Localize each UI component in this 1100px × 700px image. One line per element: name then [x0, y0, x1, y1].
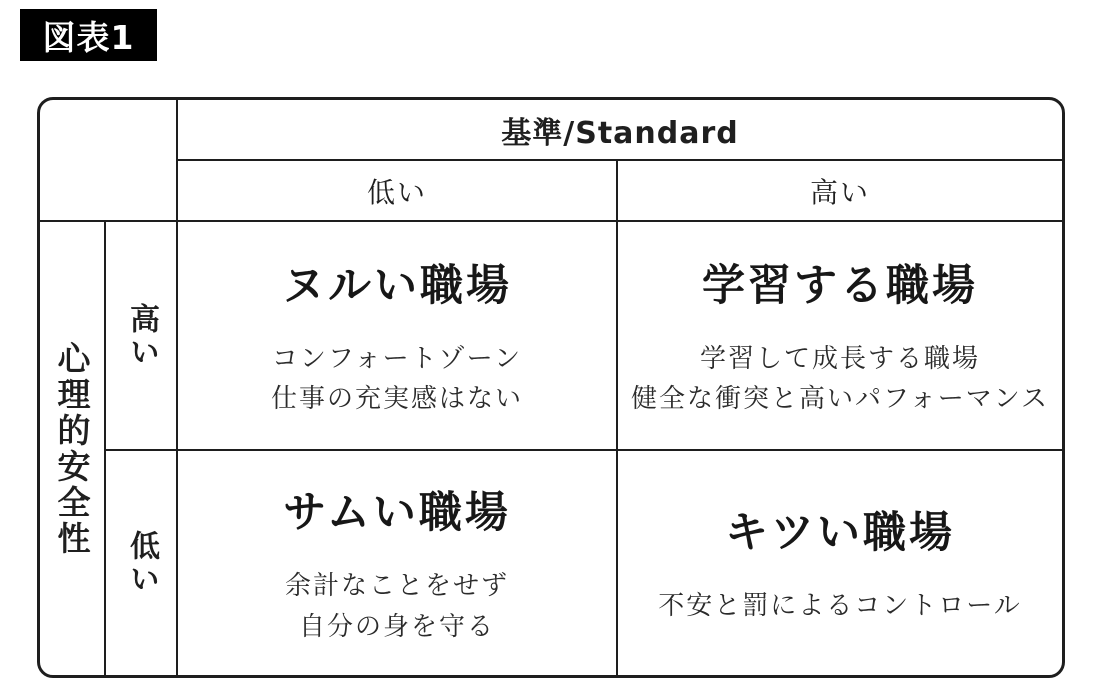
quadrant-description — [658, 586, 1021, 626]
quadrant-description — [271, 339, 523, 420]
standard-high-label: 高い — [809, 175, 870, 209]
quadrant-description — [631, 339, 1049, 420]
standard-axis-title: 基準/Standard — [501, 115, 739, 151]
standard-high-header-cell — [618, 161, 1062, 222]
figure-label: 図表1 — [42, 17, 135, 57]
quadrant-description-line1: 学習して成長する職場 — [699, 343, 980, 374]
quadrant-description-line1: 余計なことをせず — [284, 571, 509, 602]
quadrant-description-line1: コンフォートゾーン — [271, 343, 523, 374]
corner-blank-cell — [40, 100, 178, 222]
quadrant-title: キツい職場 — [725, 508, 955, 559]
quadrant-description-line2: 仕事の充実感はない — [270, 384, 523, 414]
quadrant-nurui-workplace — [178, 222, 618, 451]
quadrant-description-line2: 健全な衝突と高いパフォーマンス — [631, 384, 1049, 414]
psych-safety-axis-title: 心理的安全性 — [52, 340, 92, 557]
psych-safety-matrix — [37, 97, 1065, 678]
psych-safety-low-label: 低い — [124, 530, 159, 596]
quadrant-title: 学習する職場 — [702, 260, 978, 311]
quadrant-description-line1: 不安と罰によるコントロール — [658, 591, 1022, 622]
psych-safety-high-header-cell — [106, 222, 178, 451]
quadrant-kitsui-workplace — [618, 451, 1062, 675]
figure-label-badge — [20, 9, 157, 61]
quadrant-title: ヌルい職場 — [282, 260, 512, 311]
standard-axis-header-cell — [178, 100, 1062, 161]
psych-safety-high-label: 高い — [124, 302, 159, 369]
quadrant-learning-workplace — [618, 222, 1062, 451]
standard-low-label: 低い — [366, 175, 427, 209]
quadrant-description — [285, 566, 509, 647]
psych-safety-axis-cell — [40, 222, 106, 675]
quadrant-description-line2: 自分の身を守る — [298, 611, 495, 642]
psych-safety-low-header-cell — [106, 451, 178, 675]
quadrant-samui-workplace — [178, 451, 618, 675]
standard-low-header-cell — [178, 161, 618, 222]
quadrant-title: サムい職場 — [283, 488, 511, 539]
